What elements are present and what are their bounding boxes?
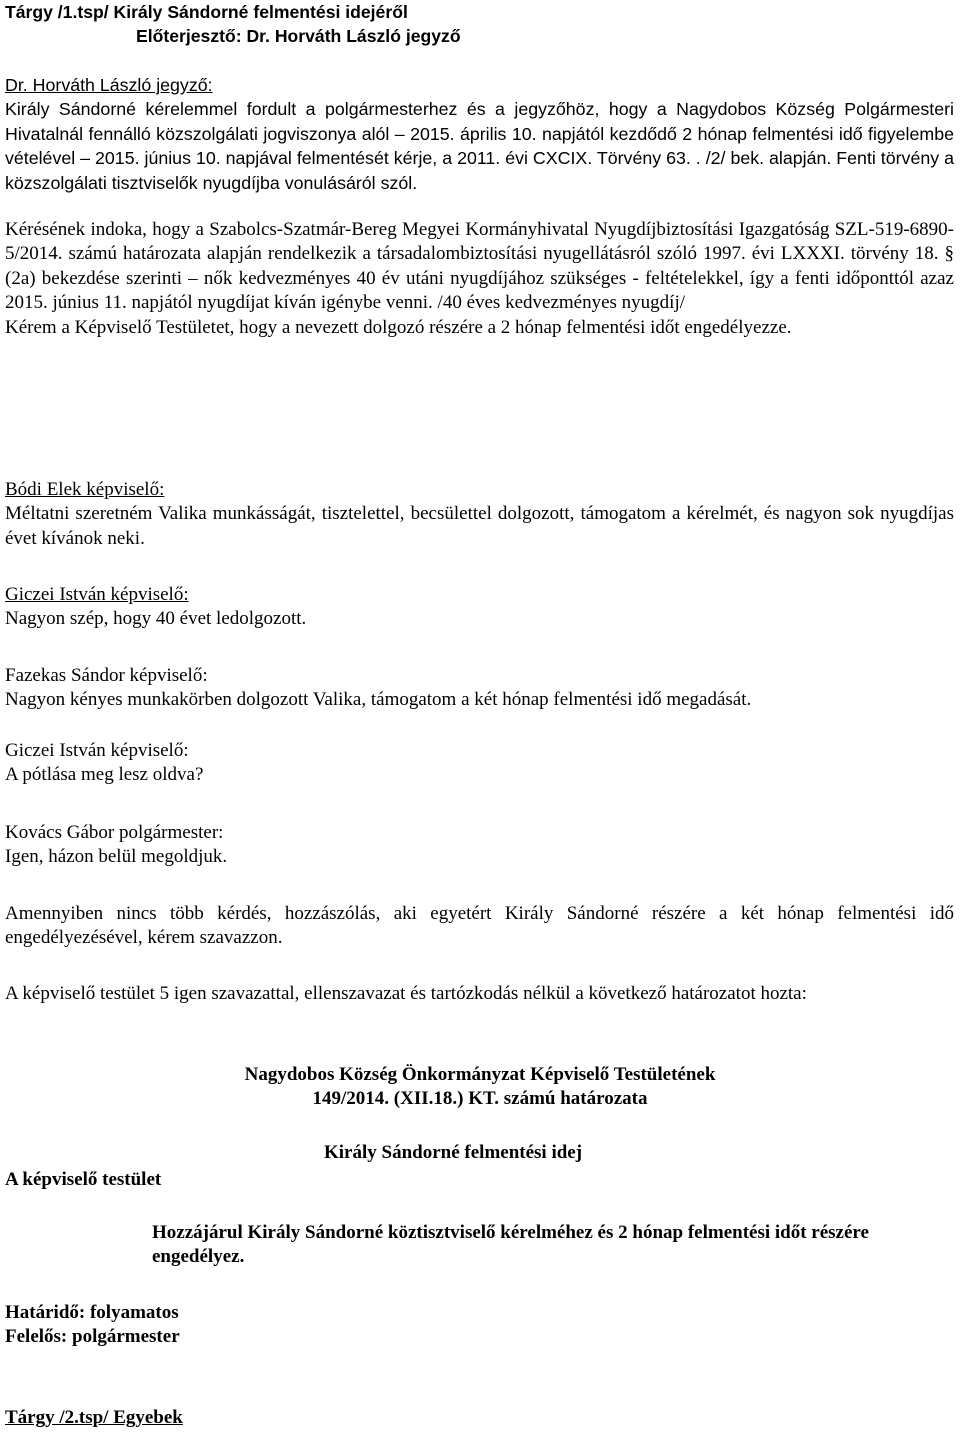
speech-text: Nagyon szép, hogy 40 évet ledolgozott. [5,608,307,630]
speaker-label: Giczei István képviselő: [5,584,189,605]
agenda-item-1-title: Tárgy /1.tsp/ Király Sándorné felmentési idejéről [5,2,408,22]
speaker-label: Giczei István képviselő: [5,740,189,761]
resolution-deadline: Határidő: folyamatos [5,1302,179,1323]
speech-giczei-1 [5,583,954,632]
resolution-responsible: Felelős: polgármester [5,1326,180,1348]
speech-kovacs [5,821,954,870]
resolution-footer [5,1301,180,1350]
speech-text: Igen, házon belül megoldjuk. [5,846,228,868]
resolution-heading [0,1063,960,1112]
speech-horvath-continued [5,218,954,340]
vote-result-text: A képviselő testület 5 igen szavazattal, ellenszavazat és tartózkodás nélkül a következő határozatot hozta: [5,983,807,1004]
speaker-label: Bódi Elek képviselő: [5,479,165,500]
speech-giczei-2 [5,739,954,788]
speaker-label: Kovács Gábor polgármester: [5,822,224,843]
speech-bodi [5,478,954,551]
resolution-actor: A képviselő testület [5,1169,162,1190]
speech-text: Nagyon kényes munkakörben dolgozott Valika, támogatom a két hónap felmentési idő megadását. [5,689,752,711]
resolution-decision: Hozzájárul Király Sándorné köztisztviselő kérelméhez és 2 hónap felmentési időt részére engedélyez. [152,1222,869,1268]
vote-call [5,902,954,951]
speech-paragraph: Király Sándorné kérelemmel fordult a polgármesterhez és a jegyzőhöz, hogy a Nagydobos Község Polgármesteri Hivatalnál fennálló közszolgálati jogviszonya alól – 2015. április 10. napjától kezdődő 2 hónap felmentési idő figyelembe vételével – 2015. június 10. napjával felmentését kérje, a 2011. évi CXCIX. Törvény 63. . /2/ bek. alapján. Fenti törvény a közszolgálati tisztviselők nyugdíjba vonulásáról szól. [5,99,954,193]
vote-call-text: Amennyiben nincs több kérdés, hozzászólás, aki egyetért Király Sándorné részére a két hónap felmentési idő engedélyezésével, kérem szavazzon. [5,903,954,949]
speaker-label: Dr. Horváth László jegyző: [5,75,213,95]
resolution-body: Nagydobos Község Önkormányzat Képviselő Testületének [244,1064,716,1085]
vote-result [5,982,954,1006]
speech-paragraph: Kérésének indoka, hogy a Szabolcs-Szatmár-Bereg Megyei Kormányhivatal Nyugdíjbiztosítási Igazgatóság SZL-519-6890-5/2014. számú határozata alapján rendelkezik a társadalombiztosítási nyugellátásról szóló 1997. évi LXXXI. törvény 18. § (2a) bekezdése szerinti – nők kedvezményes 40 év utáni nyugdíjához szükséges - feltételekkel, így a fenti időponttól azaz 2015. június 11. napjától nyugdíjat kíván igénybe venni. /40 éves kedvezményes nyugdíj/ [5,219,954,314]
speech-horvath [5,73,954,195]
agenda-item-1-header [5,0,954,49]
speaker-label: Fazekas Sándor képviselő: [5,665,208,686]
speech-text: Méltatni szeretném Valika munkásságát, tisztelettel, becsülettel dolgozott, támogatom a kérelmét, és nagyon sok nyugdíjas évet kívánok neki. [5,503,954,549]
speech-paragraph: Kérem a Képviselő Testületet, hogy a nevezett dolgozó részére a 2 hónap felmentési időt engedélyezze. [5,316,792,338]
resolution-number: 149/2014. (XII.18.) KT. számú határozata [312,1088,648,1110]
resolution-subject: Király Sándorné felmentési idej [324,1142,583,1163]
agenda-item-2-title: Tárgy /2.tsp/ Egyebek [5,1407,183,1428]
speech-text: A pótlása meg lesz oldva? [5,764,204,786]
agenda-item-1-presenter: Előterjesztő: Dr. Horváth László jegyző [136,26,461,47]
speech-fazekas [5,664,954,713]
